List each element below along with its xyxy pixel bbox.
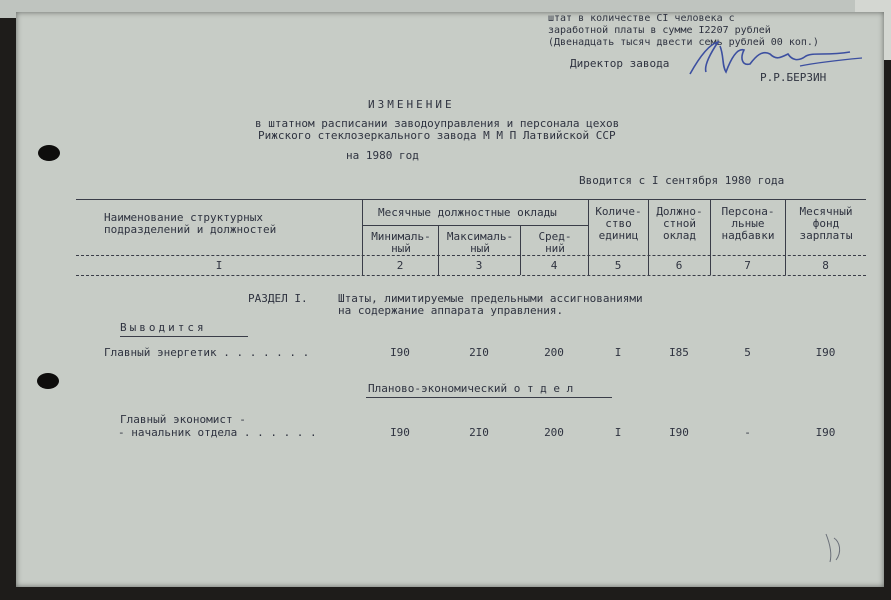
section-text: Штаты, лимитируемые предельными ассигнованиями <box>338 292 643 305</box>
col-header-name: Наименование структурных <box>104 211 263 224</box>
group-underline <box>120 336 248 337</box>
col-header-avg: ний <box>545 242 565 255</box>
row-monthly-fund: I90 <box>815 426 836 439</box>
section-text: на содержание аппарата управления. <box>338 304 564 317</box>
numbers-bottom-rule <box>76 275 866 276</box>
title-line: Рижского стеклозеркального завода М М П Латвийской ССР <box>258 129 616 142</box>
subheader-rule <box>362 225 588 226</box>
row-personal-bonus: - <box>744 426 751 439</box>
col-header-salary-group: Месячные должностные оклады <box>378 206 557 219</box>
pencil-mark <box>820 530 850 566</box>
col-header-min: ный <box>391 242 411 255</box>
section-label: РАЗДЕЛ I. <box>248 292 308 305</box>
column-number: 6 <box>675 259 683 272</box>
col-header-qty: единиц <box>598 229 639 242</box>
col-header-monthly-fund: зарплаты <box>799 229 853 242</box>
col-header-personal-bonus: льные <box>731 217 765 230</box>
col-header-monthly-fund: фонд <box>812 217 840 230</box>
row-qty: I <box>614 426 622 439</box>
row-avg-salary: 200 <box>544 346 564 359</box>
row-min-salary: I90 <box>390 426 410 439</box>
col-header-position-salary: оклад <box>662 229 697 242</box>
col-header-personal-bonus: надбавки <box>721 229 775 242</box>
column-number: 3 <box>475 259 483 272</box>
col-header-qty: ство <box>605 217 632 230</box>
row-max-salary: 2I0 <box>469 426 489 439</box>
approval-line: заработной платы в сумме I2207 рублей <box>548 25 771 36</box>
row-max-salary: 2I0 <box>469 346 489 359</box>
column-number: 4 <box>550 259 558 272</box>
row-position-salary: I85 <box>669 346 689 359</box>
effective-date: Вводится с I сентября 1980 года <box>579 174 785 187</box>
title-year: на 1980 год <box>346 149 419 162</box>
director-label: Директор завода <box>570 57 670 70</box>
col-header-avg: Сред- <box>538 230 572 243</box>
row-qty: I <box>614 346 622 359</box>
row-monthly-fund: I90 <box>815 346 836 359</box>
title-line: в штатном расписании заводоуправления и персонала цехов <box>255 117 620 130</box>
column-number: 5 <box>614 259 622 272</box>
row-avg-salary: 200 <box>544 426 564 439</box>
punch-hole <box>37 373 59 389</box>
row-min-salary: I90 <box>390 346 410 359</box>
col-header-monthly-fund: Месячный <box>799 205 853 218</box>
row-position-name: Главный экономист - <box>120 413 246 426</box>
group-underline <box>366 397 612 398</box>
col-header-max: Максималь- <box>446 230 514 243</box>
punch-hole <box>38 145 60 161</box>
col-header-position-salary: Должно- <box>656 205 703 218</box>
row-personal-bonus: 5 <box>744 346 751 359</box>
document-heading: ИЗМЕНЕНИЕ <box>368 98 455 111</box>
col-header-personal-bonus: Персона- <box>721 205 775 218</box>
row-position-name: Главный энергетик . . . . . . . <box>104 346 310 359</box>
row-position-name: - начальник отдела . . . . . . <box>118 426 317 439</box>
header-bottom-rule <box>76 255 866 256</box>
row-position-salary: I90 <box>669 426 689 439</box>
approval-line: (Двенадцать тысяч двести семь рублей 00 коп.) <box>548 37 819 48</box>
col-header-qty: Количе- <box>595 205 642 218</box>
column-number: 7 <box>744 259 751 272</box>
column-number: 8 <box>822 259 829 272</box>
col-header-min: Минималь- <box>371 230 431 243</box>
group-heading: Планово-экономический о т д е л <box>368 382 574 395</box>
director-name: Р.Р.БЕРЗИН <box>760 71 827 84</box>
col-header-max: ный <box>470 242 490 255</box>
col-header-position-salary: стной <box>662 217 697 230</box>
column-number: 2 <box>396 259 404 272</box>
column-number: I <box>215 259 223 272</box>
table-top-rule <box>76 199 866 200</box>
approval-line: штат в количестве СI человека с <box>548 13 735 24</box>
col-header-name: подразделений и должностей <box>104 223 277 236</box>
group-heading: Выводится <box>120 321 207 334</box>
director-signature <box>680 36 870 80</box>
